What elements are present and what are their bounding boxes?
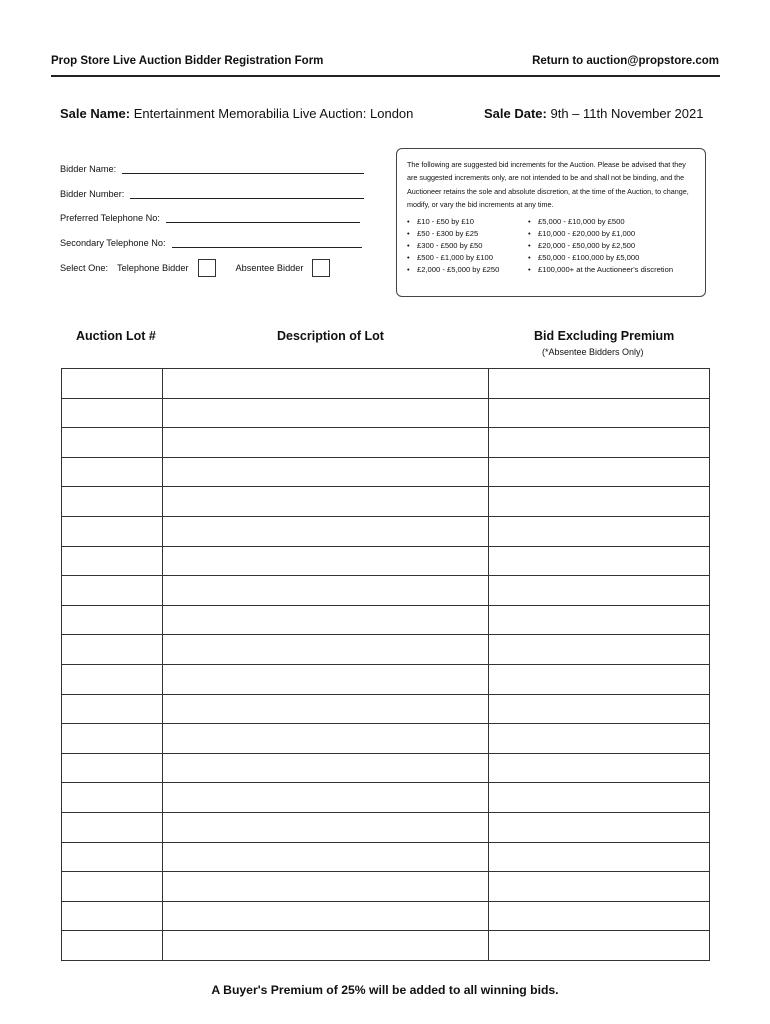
column-header-description: Description of Lot — [277, 329, 384, 343]
description-cell[interactable] — [162, 842, 488, 872]
description-cell[interactable] — [162, 724, 488, 754]
description-cell[interactable] — [162, 369, 488, 399]
bid-cell[interactable] — [489, 487, 710, 517]
table-row — [62, 931, 710, 961]
lot-cell[interactable] — [62, 842, 163, 872]
description-cell[interactable] — [162, 694, 488, 724]
lot-cell[interactable] — [62, 783, 163, 813]
secondary-phone-field — [60, 237, 362, 248]
description-cell[interactable] — [162, 783, 488, 813]
form-title: Prop Store Live Auction Bidder Registration Form — [51, 55, 324, 67]
column-header-bid-note: (*Absentee Bidders Only) — [542, 347, 644, 357]
table-row — [62, 842, 710, 872]
table-row — [62, 398, 710, 428]
lot-cell[interactable] — [62, 931, 163, 961]
select-one-label: Select One: — [60, 263, 109, 273]
lot-cell[interactable] — [62, 872, 163, 902]
preferred-phone-field — [60, 212, 360, 223]
bid-cell[interactable] — [489, 931, 710, 961]
sale-name-label: Sale Name: — [60, 106, 131, 121]
bid-cell[interactable] — [489, 576, 710, 606]
increment-item: • £300 - £500 by £50 — [407, 240, 528, 252]
increments-right-list — [528, 216, 673, 276]
preferred-phone-label: Preferred Telephone No: — [60, 213, 160, 223]
increments-left-list — [407, 216, 528, 276]
table-row — [62, 724, 710, 754]
description-cell[interactable] — [162, 901, 488, 931]
lot-cell[interactable] — [62, 457, 163, 487]
description-cell[interactable] — [162, 753, 488, 783]
description-cell[interactable] — [162, 812, 488, 842]
description-cell[interactable] — [162, 605, 488, 635]
lot-cell[interactable] — [62, 901, 163, 931]
lot-cell[interactable] — [62, 812, 163, 842]
increment-item: • £2,000 - £5,000 by £250 — [407, 264, 528, 276]
description-cell[interactable] — [162, 931, 488, 961]
increment-item: • £20,000 - £50,000 by £2,500 — [528, 240, 673, 252]
table-row — [62, 664, 710, 694]
lot-cell[interactable] — [62, 576, 163, 606]
bid-cell[interactable] — [489, 753, 710, 783]
sale-name — [60, 106, 413, 121]
bid-cell[interactable] — [489, 516, 710, 546]
description-cell[interactable] — [162, 664, 488, 694]
buyers-premium-note: A Buyer's Premium of 25% will be added to all winning bids. — [211, 983, 559, 997]
bid-cell[interactable] — [489, 398, 710, 428]
lot-cell[interactable] — [62, 487, 163, 517]
bid-cell[interactable] — [489, 428, 710, 458]
lot-cell[interactable] — [62, 694, 163, 724]
bidder-number-field — [60, 188, 364, 199]
sale-date-label: Sale Date: — [484, 106, 547, 121]
table-row — [62, 635, 710, 665]
increment-item: • £50 - £300 by £25 — [407, 228, 528, 240]
bid-cell[interactable] — [489, 457, 710, 487]
increment-item: • £50,000 - £100,000 by £5,000 — [528, 252, 673, 264]
description-cell[interactable] — [162, 635, 488, 665]
description-cell[interactable] — [162, 576, 488, 606]
lot-table-body — [62, 369, 710, 961]
bid-cell[interactable] — [489, 724, 710, 754]
bid-cell[interactable] — [489, 664, 710, 694]
lot-cell[interactable] — [62, 664, 163, 694]
description-cell[interactable] — [162, 516, 488, 546]
bidder-name-label: Bidder Name: — [60, 164, 117, 174]
increment-item: • £10 - £50 by £10 — [407, 216, 528, 228]
lot-cell[interactable] — [62, 516, 163, 546]
description-cell[interactable] — [162, 546, 488, 576]
sale-date-value: 9th – 11th November 2021 — [550, 106, 704, 121]
description-cell[interactable] — [162, 457, 488, 487]
secondary-phone-label: Secondary Telephone No: — [60, 238, 166, 248]
sale-name-value: Entertainment Memorabilia Live Auction: London — [133, 106, 414, 121]
lot-table — [61, 368, 710, 961]
increments-notice: The following are suggested bid increments for the Auction. Please be advised that they are suggested increments only, are not intended to be and shall not be binding, and the Auctioneer retains the sole and absolute discretion, at the time of the Auction, to change, modify, or vary the bid increments at any time. — [407, 160, 689, 210]
bidder-type-select — [60, 259, 330, 277]
description-cell[interactable] — [162, 428, 488, 458]
lot-cell[interactable] — [62, 369, 163, 399]
header-divider — [51, 75, 720, 77]
bid-cell[interactable] — [489, 369, 710, 399]
description-cell[interactable] — [162, 487, 488, 517]
table-row — [62, 576, 710, 606]
bidder-name-input-line[interactable] — [122, 163, 364, 174]
preferred-phone-input-line[interactable] — [166, 212, 360, 223]
telephone-bidder-label: Telephone Bidder — [117, 263, 189, 273]
absentee-bidder-label: Absentee Bidder — [235, 263, 304, 273]
table-row — [62, 369, 710, 399]
bidder-number-label: Bidder Number: — [60, 189, 125, 199]
table-row — [62, 753, 710, 783]
lot-cell[interactable] — [62, 605, 163, 635]
increment-item: • £10,000 - £20,000 by £1,000 — [528, 228, 673, 240]
table-row — [62, 694, 710, 724]
table-row — [62, 812, 710, 842]
increment-item: • £500 - £1,000 by £100 — [407, 252, 528, 264]
increment-item: • £5,000 - £10,000 by £500 — [528, 216, 673, 228]
bid-increments-box — [396, 148, 706, 297]
bidder-name-field — [60, 163, 364, 174]
bid-cell[interactable] — [489, 872, 710, 902]
lot-cell[interactable] — [62, 398, 163, 428]
bid-cell[interactable] — [489, 783, 710, 813]
bid-cell[interactable] — [489, 546, 710, 576]
description-cell[interactable] — [162, 398, 488, 428]
secondary-phone-input-line[interactable] — [172, 237, 362, 248]
return-email: Return to auction@propstore.com — [532, 55, 719, 67]
lot-cell[interactable] — [62, 546, 163, 576]
column-header-bid: Bid Excluding Premium — [534, 329, 675, 343]
table-row — [62, 487, 710, 517]
table-row — [62, 605, 710, 635]
bid-cell[interactable] — [489, 694, 710, 724]
absentee-bidder-checkbox[interactable] — [312, 259, 330, 277]
bid-cell[interactable] — [489, 605, 710, 635]
sale-date — [484, 106, 703, 121]
lot-cell[interactable] — [62, 753, 163, 783]
increments-lists — [407, 216, 695, 276]
table-row — [62, 872, 710, 902]
bid-cell[interactable] — [489, 842, 710, 872]
bidder-number-input-line[interactable] — [130, 188, 364, 199]
table-row — [62, 428, 710, 458]
telephone-bidder-checkbox[interactable] — [198, 259, 216, 277]
lot-cell[interactable] — [62, 428, 163, 458]
increment-item: • £100,000+ at the Auctioneer's discretion — [528, 264, 673, 276]
table-row — [62, 546, 710, 576]
bid-cell[interactable] — [489, 901, 710, 931]
table-row — [62, 516, 710, 546]
table-row — [62, 901, 710, 931]
table-row — [62, 783, 710, 813]
bid-cell[interactable] — [489, 635, 710, 665]
table-row — [62, 457, 710, 487]
bid-cell[interactable] — [489, 812, 710, 842]
lot-cell[interactable] — [62, 635, 163, 665]
column-header-lot: Auction Lot # — [76, 329, 156, 343]
description-cell[interactable] — [162, 872, 488, 902]
lot-cell[interactable] — [62, 724, 163, 754]
